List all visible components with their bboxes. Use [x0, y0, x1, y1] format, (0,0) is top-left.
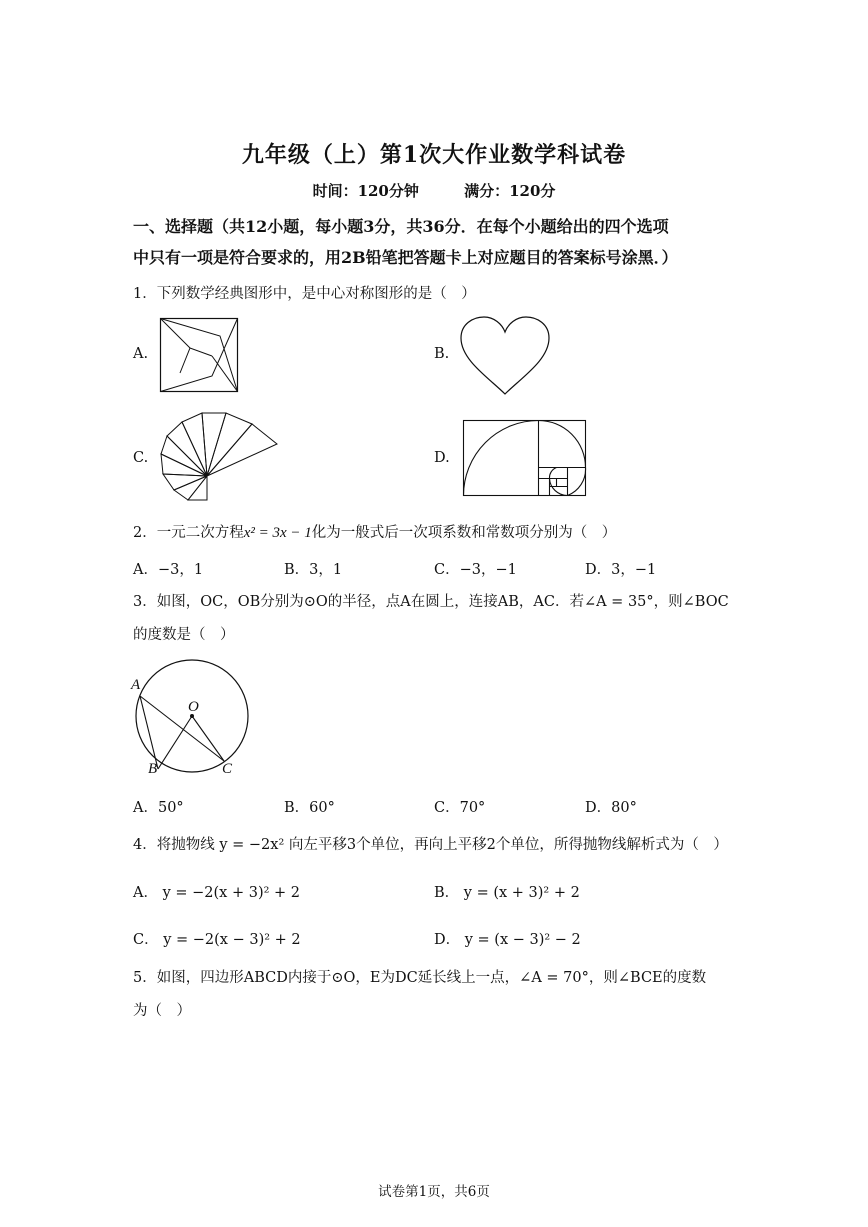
q2-equation: x² = 3x − 1 — [243, 525, 312, 541]
q4-option-c: C． y = −2(x − 3)² + 2 — [133, 932, 301, 948]
question-5-line2: 为（ ） — [133, 1003, 191, 1019]
q4-option-b: B． y = (x + 3)² + 2 — [434, 885, 580, 901]
q3-option-d: D．80° — [585, 800, 637, 816]
q1-figure-d-golden-spiral — [463, 420, 587, 496]
q2-option-a: A．−3，1 — [133, 562, 204, 578]
q1-figure-b-heart — [459, 316, 551, 396]
q3-circle-figure — [128, 668, 258, 783]
page-footer: 试卷第1页，共6页 — [378, 1184, 490, 1200]
point-label-b: B — [148, 761, 158, 777]
point-label-o: O — [188, 699, 199, 715]
point-label-a: A — [131, 677, 141, 693]
question-3-line1: 3．如图，OC，OB分别为⊙O的半径，点A在圆上，连接AB，AC．若∠A = 35°，则∠BOC — [133, 594, 729, 610]
exam-info — [0, 180, 868, 201]
q1-option-d-label: D. — [434, 450, 450, 466]
q2-option-d: D．3，−1 — [585, 562, 657, 578]
q4-option-d: D． y = (x − 3)² − 2 — [434, 932, 581, 948]
q1-option-b-label: B. — [434, 346, 450, 362]
point-label-c: C — [222, 761, 233, 777]
q1-figure-c-spiral-fan — [160, 410, 280, 505]
page-title: 九年级（上）第1次大作业数学科试卷 — [241, 142, 627, 168]
q1-option-c-label: C. — [133, 450, 149, 466]
exam-score: 满分：120分 — [464, 182, 556, 200]
q2-stem-post: 化为一般式后一次项系数和常数项分别为（ ） — [311, 525, 617, 541]
q4-option-a: A． y = −2(x + 3)² + 2 — [133, 885, 301, 901]
question-1-stem: 1．下列数学经典图形中，是中心对称图形的是（ ） — [133, 286, 476, 302]
question-5-line1: 5．如图，四边形ABCD内接于⊙O，E为DC延长线上一点，∠A = 70°，则∠BCE的度数 — [133, 970, 707, 986]
q1-option-a-label: A. — [133, 346, 149, 362]
section-heading-line1: 一、选择题（共12小题，每小题3分，共36分．在每个小题给出的四个选项 — [133, 217, 669, 236]
q3-option-b: B．60° — [284, 800, 335, 816]
question-3-line2: 的度数是（ ） — [133, 627, 235, 643]
q2-option-c: C．−3，−1 — [434, 562, 517, 578]
q3-option-a: A．50° — [133, 800, 184, 816]
q1-figure-a-pinwheel-square — [160, 318, 238, 392]
q2-option-b: B．3，1 — [284, 562, 343, 578]
question-4-stem: 4．将抛物线 y = −2x² 向左平移3个单位，再向上平移2个单位，所得抛物线解析式为（ ） — [133, 837, 728, 853]
q3-option-c: C．70° — [434, 800, 486, 816]
q2-stem-pre: 2．一元二次方程 — [133, 525, 244, 541]
section-heading-line2: 中只有一项是符合要求的，用2B铅笔把答题卡上对应题目的答案标号涂黑．） — [133, 248, 678, 267]
question-2-stem — [133, 522, 616, 544]
exam-time: 时间：120分钟 — [312, 182, 419, 200]
